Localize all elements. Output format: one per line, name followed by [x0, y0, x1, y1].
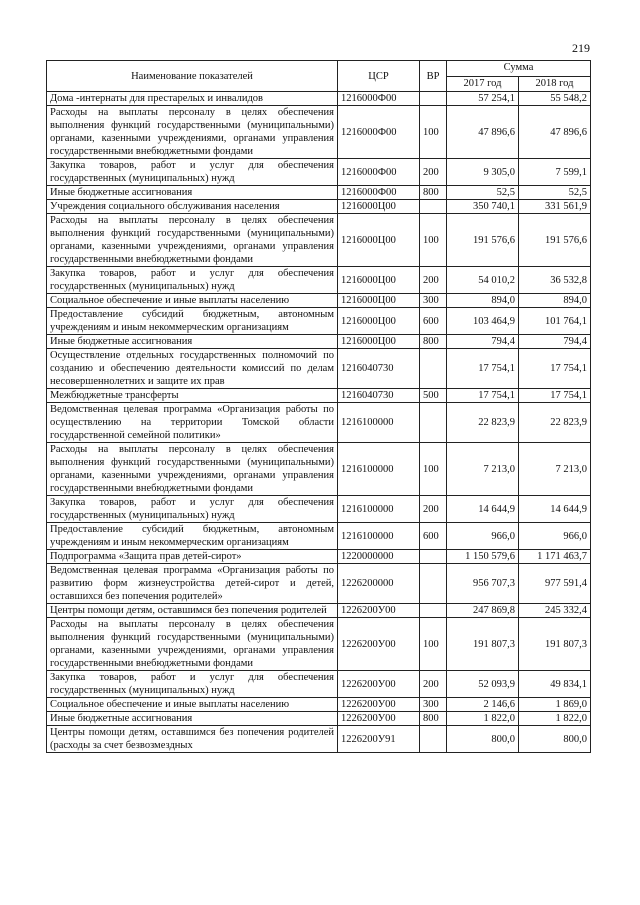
row-sum-2017: 7 213,0 — [447, 443, 519, 496]
row-csr: 1226200У00 — [338, 712, 420, 726]
header-name: Наименование показателей — [47, 61, 338, 92]
row-sum-2018: 7 213,0 — [519, 443, 591, 496]
row-sum-2018: 1 869,0 — [519, 698, 591, 712]
row-sum-2017: 14 644,9 — [447, 496, 519, 523]
row-vr: 300 — [420, 294, 447, 308]
row-vr: 800 — [420, 335, 447, 349]
row-sum-2018: 7 599,1 — [519, 159, 591, 186]
row-sum-2017: 191 807,3 — [447, 618, 519, 671]
row-sum-2018: 17 754,1 — [519, 349, 591, 389]
row-csr: 1216100000 — [338, 403, 420, 443]
row-sum-2018: 966,0 — [519, 523, 591, 550]
row-sum-2017: 794,4 — [447, 335, 519, 349]
table-row — [47, 267, 591, 294]
row-sum-2017: 17 754,1 — [447, 389, 519, 403]
row-vr — [420, 564, 447, 604]
table-row — [47, 294, 591, 308]
row-sum-2017: 57 254,1 — [447, 92, 519, 106]
table-row — [47, 496, 591, 523]
row-csr: 1216100000 — [338, 496, 420, 523]
row-vr — [420, 604, 447, 618]
row-sum-2018: 331 561,9 — [519, 200, 591, 214]
row-csr: 1216000Ц00 — [338, 294, 420, 308]
row-vr: 100 — [420, 618, 447, 671]
row-vr: 600 — [420, 308, 447, 335]
row-csr: 1216000Ц00 — [338, 200, 420, 214]
table-row — [47, 159, 591, 186]
row-sum-2018: 1 822,0 — [519, 712, 591, 726]
row-name: Центры помощи детям, оставшимся без попечения родителей — [47, 604, 338, 618]
row-csr: 1216100000 — [338, 443, 420, 496]
row-sum-2017: 1 822,0 — [447, 712, 519, 726]
row-sum-2018: 191 576,6 — [519, 214, 591, 267]
row-sum-2017: 22 823,9 — [447, 403, 519, 443]
row-sum-2017: 247 869,8 — [447, 604, 519, 618]
row-sum-2018: 55 548,2 — [519, 92, 591, 106]
row-sum-2017: 800,0 — [447, 726, 519, 753]
row-sum-2018: 800,0 — [519, 726, 591, 753]
row-name: Ведомственная целевая программа «Организация работы по развитию форм жизнеустройства детей-сирот и детей, оставшихся без попечения родителей» — [47, 564, 338, 604]
table-body — [47, 92, 591, 753]
row-vr — [420, 403, 447, 443]
row-sum-2017: 1 150 579,6 — [447, 550, 519, 564]
row-csr: 1216000Ф00 — [338, 92, 420, 106]
row-sum-2017: 350 740,1 — [447, 200, 519, 214]
row-name: Социальное обеспечение и иные выплаты населению — [47, 294, 338, 308]
header-year-2017: 2017 год — [447, 76, 519, 92]
row-vr: 200 — [420, 496, 447, 523]
row-sum-2018: 22 823,9 — [519, 403, 591, 443]
table-row — [47, 550, 591, 564]
row-name: Закупка товаров, работ и услуг для обеспечения государственных (муниципальных) нужд — [47, 159, 338, 186]
table-row — [47, 214, 591, 267]
row-sum-2017: 52 093,9 — [447, 671, 519, 698]
row-sum-2017: 54 010,2 — [447, 267, 519, 294]
row-sum-2018: 794,4 — [519, 335, 591, 349]
table-row — [47, 523, 591, 550]
row-csr: 1216000Ц00 — [338, 267, 420, 294]
row-sum-2017: 966,0 — [447, 523, 519, 550]
row-csr: 1216040730 — [338, 389, 420, 403]
row-name: Межбюджетные трансферты — [47, 389, 338, 403]
row-csr: 1226200У00 — [338, 604, 420, 618]
row-csr: 1216000Ц00 — [338, 308, 420, 335]
row-vr: 100 — [420, 214, 447, 267]
row-vr — [420, 200, 447, 214]
row-vr: 100 — [420, 443, 447, 496]
row-csr: 1216000Ц00 — [338, 214, 420, 267]
table-row — [47, 403, 591, 443]
table-row — [47, 389, 591, 403]
header-vr: ВР — [420, 61, 447, 92]
row-name: Предоставление субсидий бюджетным, автономным учреждениям и иным некоммерческим организациям — [47, 308, 338, 335]
row-vr: 300 — [420, 698, 447, 712]
row-csr: 1226200У00 — [338, 671, 420, 698]
row-vr: 200 — [420, 267, 447, 294]
row-name: Закупка товаров, работ и услуг для обеспечения государственных (муниципальных) нужд — [47, 496, 338, 523]
row-sum-2018: 245 332,4 — [519, 604, 591, 618]
row-sum-2018: 101 764,1 — [519, 308, 591, 335]
row-vr: 800 — [420, 186, 447, 200]
table-row — [47, 308, 591, 335]
row-vr: 600 — [420, 523, 447, 550]
row-csr: 1226200У00 — [338, 698, 420, 712]
table-row — [47, 443, 591, 496]
row-sum-2017: 894,0 — [447, 294, 519, 308]
row-name: Осуществление отдельных государственных полномочий по созданию и обеспечению деятельности комиссий по делам несовершеннолетних и защите их прав — [47, 349, 338, 389]
row-name: Расходы на выплаты персоналу в целях обеспечения выполнения функций государственными (муниципальными) органами, казенными учреждениями, органами управления государственными внебюджетными фондами — [47, 214, 338, 267]
page-number: 219 — [572, 41, 590, 55]
row-name: Центры помощи детям, оставшимся без попечения родителей (расходы за счет безвозмездных — [47, 726, 338, 753]
row-csr: 1226200У91 — [338, 726, 420, 753]
table-row — [47, 618, 591, 671]
row-name: Закупка товаров, работ и услуг для обеспечения государственных (муниципальных) нужд — [47, 671, 338, 698]
row-name: Иные бюджетные ассигнования — [47, 335, 338, 349]
row-sum-2018: 977 591,4 — [519, 564, 591, 604]
row-name: Закупка товаров, работ и услуг для обеспечения государственных (муниципальных) нужд — [47, 267, 338, 294]
row-name: Расходы на выплаты персоналу в целях обеспечения выполнения функций государственными (муниципальными) органами, казенными учреждениями, органами управления государственными внебюджетными фондами — [47, 618, 338, 671]
row-sum-2018: 36 532,8 — [519, 267, 591, 294]
table-row — [47, 712, 591, 726]
row-vr — [420, 92, 447, 106]
row-sum-2017: 17 754,1 — [447, 349, 519, 389]
row-sum-2017: 47 896,6 — [447, 106, 519, 159]
table-row — [47, 335, 591, 349]
row-vr: 200 — [420, 671, 447, 698]
table-row — [47, 698, 591, 712]
row-csr: 1216100000 — [338, 523, 420, 550]
table-row — [47, 726, 591, 753]
header-sum: Сумма — [447, 61, 591, 77]
row-name: Иные бюджетные ассигнования — [47, 186, 338, 200]
table-row — [47, 349, 591, 389]
row-sum-2017: 2 146,6 — [447, 698, 519, 712]
row-sum-2018: 52,5 — [519, 186, 591, 200]
table-row — [47, 671, 591, 698]
row-csr: 1226200000 — [338, 564, 420, 604]
row-vr — [420, 726, 447, 753]
row-sum-2018: 191 807,3 — [519, 618, 591, 671]
row-sum-2018: 47 896,6 — [519, 106, 591, 159]
row-name: Предоставление субсидий бюджетным, автономным учреждениям и иным некоммерческим организациям — [47, 523, 338, 550]
row-sum-2017: 9 305,0 — [447, 159, 519, 186]
row-sum-2018: 49 834,1 — [519, 671, 591, 698]
budget-table — [46, 60, 591, 753]
row-name: Учреждения социального обслуживания населения — [47, 200, 338, 214]
row-csr: 1220000000 — [338, 550, 420, 564]
row-vr — [420, 349, 447, 389]
row-csr: 1226200У00 — [338, 618, 420, 671]
row-sum-2017: 103 464,9 — [447, 308, 519, 335]
row-vr — [420, 550, 447, 564]
row-sum-2017: 52,5 — [447, 186, 519, 200]
row-csr: 1216000Ф00 — [338, 159, 420, 186]
header-row — [47, 61, 591, 77]
table-row — [47, 200, 591, 214]
row-name: Дома -интернаты для престарелых и инвалидов — [47, 92, 338, 106]
row-name: Расходы на выплаты персоналу в целях обеспечения выполнения функций государственными (муниципальными) органами, казенными учреждениями, органами управления государственными внебюджетными фондами — [47, 106, 338, 159]
row-vr: 800 — [420, 712, 447, 726]
row-sum-2018: 14 644,9 — [519, 496, 591, 523]
row-csr: 1216000Ф00 — [338, 186, 420, 200]
row-name: Социальное обеспечение и иные выплаты населению — [47, 698, 338, 712]
table-row — [47, 106, 591, 159]
table-row — [47, 186, 591, 200]
row-sum-2018: 1 171 463,7 — [519, 550, 591, 564]
row-vr: 200 — [420, 159, 447, 186]
header-csr: ЦСР — [338, 61, 420, 92]
row-sum-2018: 894,0 — [519, 294, 591, 308]
row-csr: 1216040730 — [338, 349, 420, 389]
row-sum-2017: 191 576,6 — [447, 214, 519, 267]
row-name: Подпрограмма «Защита прав детей-сирот» — [47, 550, 338, 564]
row-name: Иные бюджетные ассигнования — [47, 712, 338, 726]
row-vr: 100 — [420, 106, 447, 159]
header-year-2018: 2018 год — [519, 76, 591, 92]
row-csr: 1216000Ф00 — [338, 106, 420, 159]
row-csr: 1216000Ц00 — [338, 335, 420, 349]
table-row — [47, 604, 591, 618]
row-sum-2018: 17 754,1 — [519, 389, 591, 403]
row-sum-2017: 956 707,3 — [447, 564, 519, 604]
row-name: Ведомственная целевая программа «Организация работы по осуществлению на территории Томской области государственной семейной политики» — [47, 403, 338, 443]
row-vr: 500 — [420, 389, 447, 403]
table-row — [47, 564, 591, 604]
row-name: Расходы на выплаты персоналу в целях обеспечения выполнения функций государственными (муниципальными) органами, казенными учреждениями, органами управления государственными внебюджетными фондами — [47, 443, 338, 496]
table-row — [47, 92, 591, 106]
